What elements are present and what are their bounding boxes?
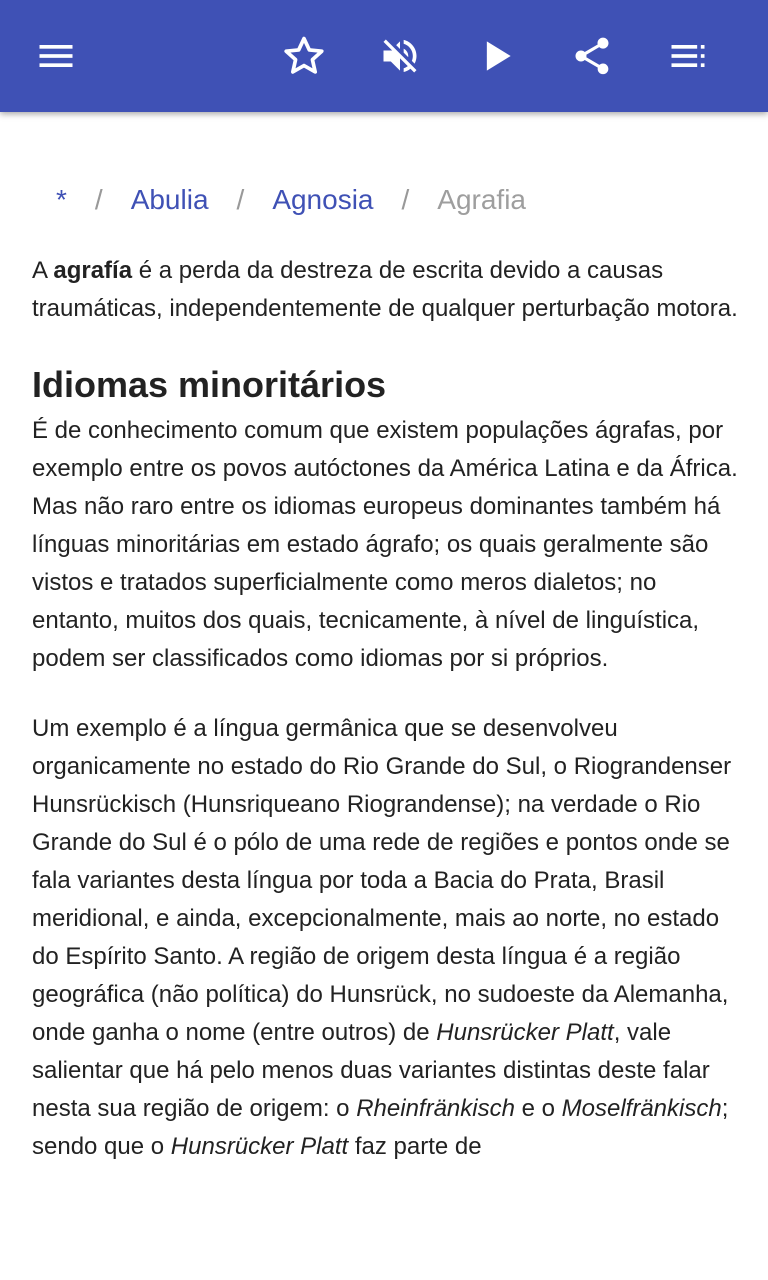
- volume-off-icon: [378, 34, 422, 78]
- mute-button[interactable]: [368, 24, 432, 88]
- paragraph-text: faz parte de: [348, 1133, 482, 1160]
- paragraph: [32, 710, 738, 1166]
- emphasis-term: Rheinfränkisch: [356, 1095, 515, 1122]
- intro-term: agrafía: [53, 257, 133, 284]
- intro-text: A: [32, 257, 54, 284]
- breadcrumb-separator: /: [401, 184, 410, 215]
- breadcrumb-separator: /: [236, 184, 245, 215]
- section-heading: Idiomas minoritários: [32, 364, 387, 405]
- app-bar: [0, 0, 768, 112]
- share-icon: [570, 34, 614, 78]
- intro-text: é a perda da destreza de escrita devido a causas traumáticas, independentemente de qualquer perturbação motora.: [32, 257, 738, 322]
- paragraph: É de conhecimento comum que existem populações ágrafas, por exemplo entre os povos autóctones da América Latina e da África. Mas não raro entre os idiomas europeus dominantes também há línguas minoritárias em estado ágrafo; os quais geralmente são vistos e tratados superficialmente como meros dialetos; no entanto, muitos dos quais, tecnicamente, à nível de linguística, podem ser classificados como idiomas por si próprios.: [32, 417, 738, 672]
- breadcrumb-link-home[interactable]: *: [56, 184, 67, 215]
- emphasis-term: Hunsrücker Platt: [436, 1019, 614, 1046]
- emphasis-term: Moselfränkisch: [561, 1095, 722, 1122]
- share-button[interactable]: [560, 24, 624, 88]
- playlist-icon: [666, 34, 710, 78]
- paragraph-text: , vale salientar que há pelo menos duas variantes distintas deste falar nesta sua região de origem: o: [32, 1019, 710, 1122]
- play-button[interactable]: [464, 24, 528, 88]
- paragraph-text: e o: [514, 1095, 562, 1122]
- playlist-button[interactable]: [656, 24, 720, 88]
- paragraph-text: ; sendo que o: [32, 1095, 729, 1160]
- favorite-button[interactable]: [272, 24, 336, 88]
- breadcrumb-link-agnosia[interactable]: Agnosia: [272, 184, 374, 215]
- breadcrumb-separator: /: [94, 184, 103, 215]
- breadcrumb: [32, 182, 738, 218]
- play-icon: [474, 34, 518, 78]
- hamburger-menu-icon: [34, 34, 78, 78]
- star-outline-icon: [282, 34, 326, 78]
- intro-paragraph: [32, 252, 738, 328]
- article-content: [32, 112, 738, 1166]
- paragraph-text: Um exemplo é a língua germânica que se desenvolveu organicamente no estado do Rio Grande do Sul, o Riograndenser Hunsrückisch (Hunsriqueano Riograndense); na verdade o Rio Grande do Sul é o pólo de uma rede de regiões e pontos onde se fala variantes desta língua por toda a Bacia do Prata, Brasil meridional, e ainda, excepcionalmente, mais ao norte, no estado do Espírito Santo. A região de origem desta língua é a região geográfica (não política) do Hunsrück, no sudoeste da Alemanha, onde ganha o nome (entre outros) de: [32, 715, 732, 1046]
- breadcrumb-link-abulia[interactable]: Abulia: [130, 184, 209, 215]
- emphasis-term: Hunsrücker Platt: [170, 1133, 349, 1160]
- breadcrumb-current: Agrafia: [437, 184, 526, 215]
- menu-button[interactable]: [24, 24, 88, 88]
